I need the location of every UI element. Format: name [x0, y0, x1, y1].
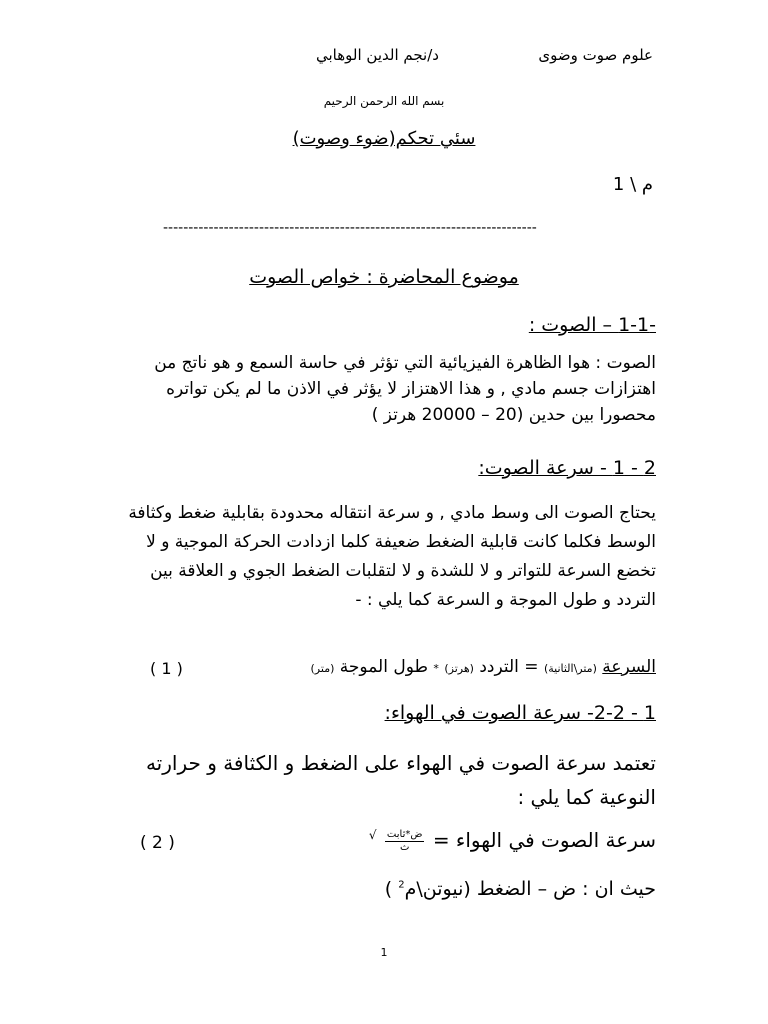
sqrt-icon: √	[368, 828, 377, 842]
eq1-wavelength: طول الموجة	[339, 657, 429, 677]
course-title: علوم صوت وضوى	[538, 46, 653, 64]
equation-number-2: ( 2 )	[140, 833, 175, 853]
equation-air-speed	[369, 828, 656, 854]
author-name: د/نجم الدين الوهابي	[316, 46, 439, 64]
where-sup: 2	[398, 879, 405, 891]
eq2-numerator: ض*ثابت	[386, 829, 423, 840]
where-text: حيث ان : ض – الضغط (نيوتن\م	[404, 878, 656, 900]
section-body-sound: الصوت : هوا الظاهرة الفيزيائية التي تؤثر في حاسة السمع و هو ناتج من اهتزازات جسم مادي , و هذا الاهتزاز لا يؤثر في الاذن ما لم يكن تواتره محصورا بين حدين (20 – 20000 هرتز )	[154, 353, 656, 425]
section-heading-air-speed: 1 - 2-2- سرعة الصوت في الهواء:	[384, 702, 656, 724]
page-number: 1	[380, 946, 388, 959]
eq1-times: *	[433, 662, 439, 675]
eq2-fraction	[385, 829, 425, 854]
eq1-speed-unit: (متر\الثانية)	[543, 662, 597, 675]
where-clause	[385, 878, 656, 900]
eq2-denominator: ث	[399, 842, 410, 853]
section-body-air-speed: تعتمد سرعة الصوت في الهواء على الضغط و الكثافة و حرارته النوعية كما يلي :	[145, 751, 656, 809]
equation-number-1: ( 1 )	[150, 659, 183, 678]
eq1-equals: = التردد	[479, 657, 539, 677]
where-close: )	[384, 878, 399, 900]
section-body-speed: يحتاج الصوت الى وسط مادي , و سرعة انتقاله محدودة بقابلية ضغط وكثافة الوسط فكلما كانت قابلية الضغط ضعيفة كلما ازدادت الحركة الموجية و لا تخضع السرعة للتواتر و لا للشدة و لا لتقلبات الضغط الجوي و العلاقة بين التردد و طول الموجة و السرعة كما يلي : -	[128, 503, 656, 610]
basmala: بسم الله الرحمن الرحيم	[323, 94, 445, 108]
section-heading-sound: -1-1 – الصوت :	[528, 314, 656, 336]
eq1-speed: السرعة	[602, 657, 656, 677]
separator-line: --------------------------------------------------------------------------	[163, 220, 537, 236]
document-title: سئي تحكم(ضوء وصوت)	[292, 128, 476, 149]
eq1-freq-unit: (هرتز)	[444, 662, 474, 675]
eq1-wavelength-unit: (متر)	[310, 662, 335, 675]
eq2-lhs: سرعة الصوت في الهواء =	[432, 828, 656, 852]
reference-number: م \ 1	[612, 174, 653, 195]
lecture-topic: موضوع المحاضرة : خواص الصوت	[249, 266, 519, 288]
section-heading-speed: 2 - 1 - سرعة الصوت:	[478, 457, 656, 479]
equation-speed	[311, 657, 656, 677]
